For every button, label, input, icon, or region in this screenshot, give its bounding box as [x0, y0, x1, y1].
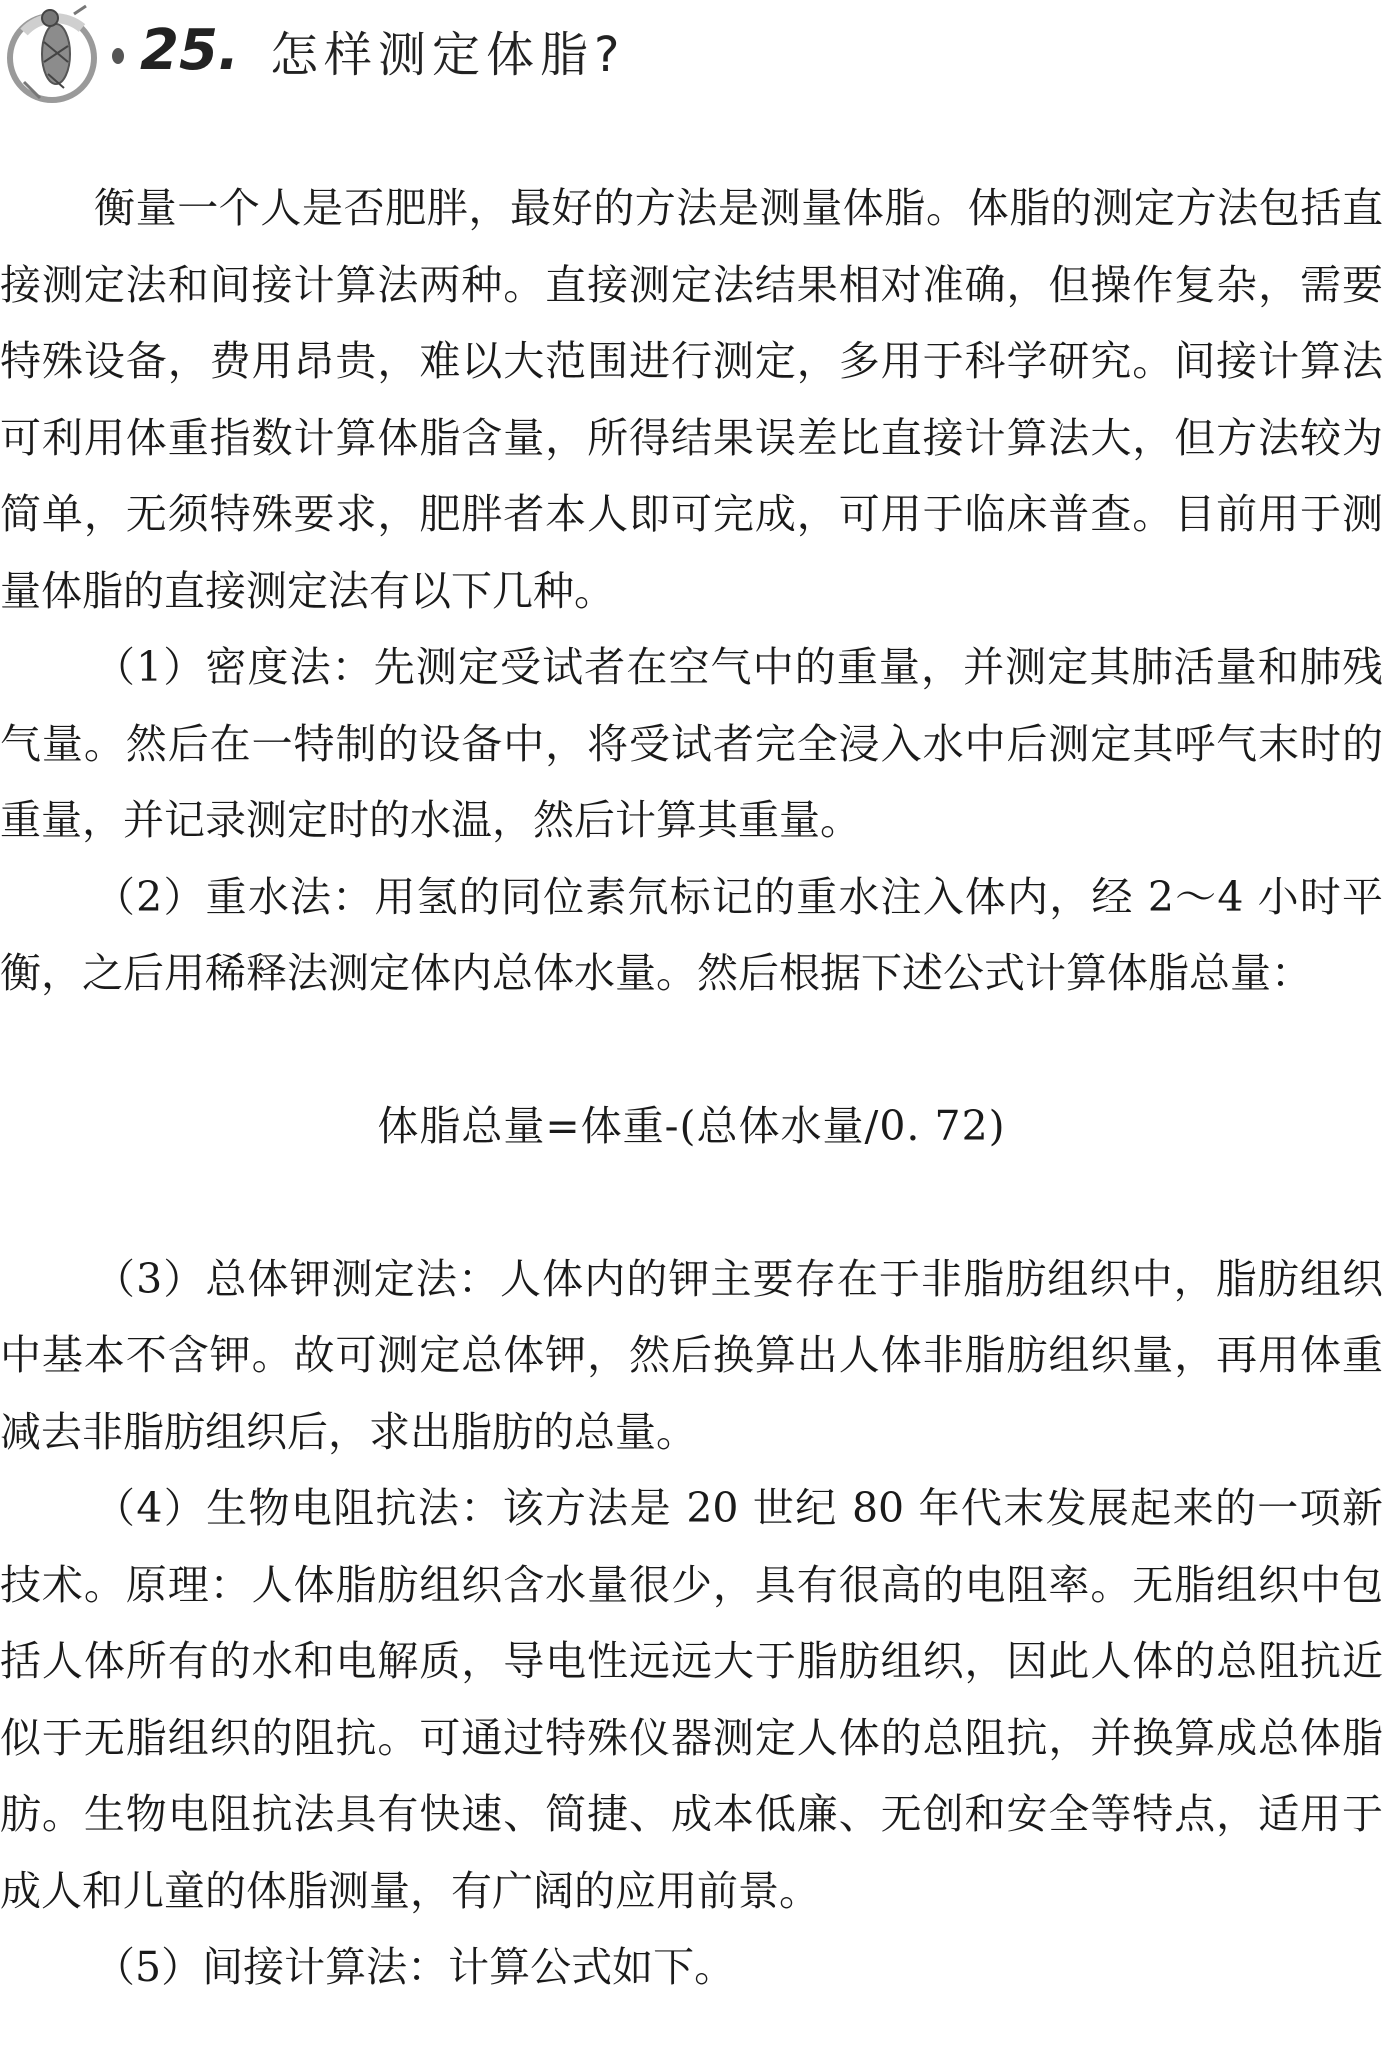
paragraph-density-method: （1）密度法：先测定受试者在空气中的重量，并测定其肺活量和肺残气量。然后在一特制的设备中，将受试者完全浸入水中后测定其呼气末时的重量，并记录测定时的水温，然后计算其重量。	[0, 643, 1383, 844]
emblem-icon	[4, 2, 100, 112]
chapter-header	[0, 0, 1383, 120]
header-bullet	[112, 48, 124, 64]
body-fat-formula: 体脂总量=体重-(总体水量/0. 72)	[377, 1101, 1006, 1150]
paragraph-indirect-calculation: （5）间接计算法：计算公式如下。	[94, 1943, 736, 1991]
paragraph-intro: 衡量一个人是否肥胖，最好的方法是测量体脂。体脂的测定方法包括直接测定法和间接计算法两种。直接测定法结果相对准确，但操作复杂，需要特殊设备，费用昂贵，难以大范围进行测定，多用于科学研究。间接计算法可利用体重指数计算体脂含量，所得结果误差比直接计算法大，但方法较为简单，无须特殊要求，肥胖者本人即可完成，可用于临床普查。目前用于测量体脂的直接测定法有以下几种。	[0, 184, 1383, 615]
chapter-emblem	[4, 2, 100, 112]
chapter-number: 25.	[140, 18, 240, 83]
paragraph-bioimpedance-method: （4）生物电阻抗法：该方法是 20 世纪 80 年代末发展起来的一项新技术。原理：人体脂肪组织含水量很少，具有很高的电阻率。无脂组织中包括人体所有的水和电解质，导电性远远大于脂肪组织，因此人体的总阻抗近似于无脂组织的阻抗。可通过特殊仪器测定人体的总阻抗，并换算成总体脂肪。生物电阻抗法具有快速、简捷、成本低廉、无创和安全等特点，适用于成人和儿童的体脂测量，有广阔的应用前景。	[0, 1484, 1383, 1915]
chapter-title: 怎样测定体脂?	[270, 27, 626, 83]
article-body	[0, 170, 1383, 2006]
paragraph-heavy-water-method: （2）重水法：用氢的同位素氘标记的重水注入体内，经 2～4 小时平衡，之后用稀释法测定体内总体水量。然后根据下述公式计算体脂总量：	[0, 872, 1383, 997]
paragraph-total-potassium-method: （3）总体钾测定法：人体内的钾主要存在于非脂肪组织中，脂肪组织中基本不含钾。故可测定总体钾，然后换算出人体非脂肪组织量，再用体重减去非脂肪组织后，求出脂肪的总量。	[0, 1254, 1383, 1456]
